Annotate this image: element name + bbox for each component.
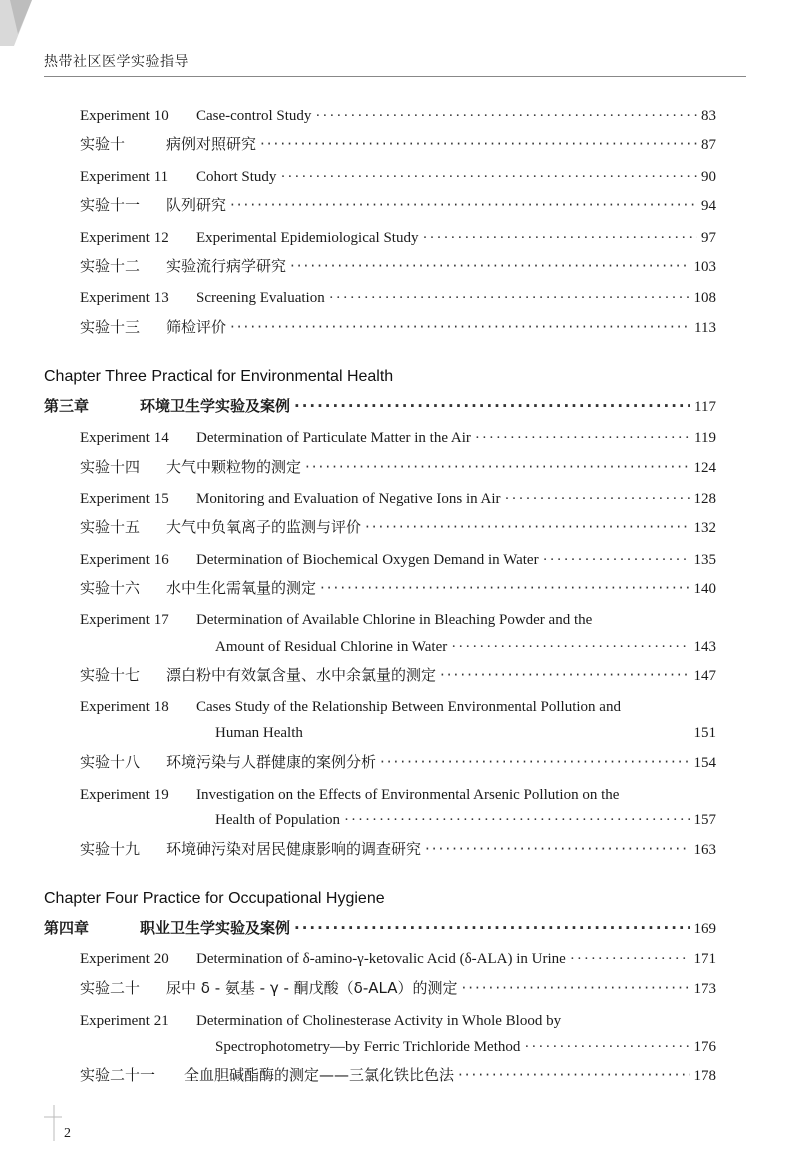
entry-page: 132 [693,520,716,536]
corner-decoration [0,0,40,46]
dot-leader [475,430,690,447]
entry-page: 169 [693,921,716,937]
page-number: 2 [64,1126,71,1141]
toc-entry-experiment-17[interactable] [80,612,716,629]
dot-leader [505,491,690,508]
entry-title: 环境砷污染对居民健康影响的调查研究 [166,840,422,858]
toc-entry-shiyan-21[interactable] [80,1064,716,1085]
entry-number: Experiment 16 [80,552,169,568]
dot-leader [230,196,697,214]
entry-page: 171 [693,951,716,967]
entry-title: Determination of Particulate Matter in the Air [196,430,471,446]
entry-number: 实验十五 [80,518,141,536]
toc-entry-shiyan-13[interactable] [80,316,716,337]
entry-title: Determination of δ-amino-γ-ketovalic Acid (δ-ALA) in Urine [196,951,566,967]
dot-leader [380,753,689,771]
entry-title: 队列研究 [166,196,227,214]
dot-leader [543,552,690,569]
entry-number: Experiment 10 [80,108,169,124]
toc-entry-experiment-17-continued[interactable] [215,639,716,656]
entry-title: 全血胆碱酯酶的测定——三氯化铁比色法 [184,1066,455,1084]
entry-title: Case-control Study [196,108,312,124]
entry-number: 实验十六 [80,579,141,597]
entry-page: 117 [694,399,716,415]
toc-entry-shiyan-20[interactable] [80,977,716,998]
entry-number: Experiment 11 [80,169,169,185]
entry-number: Experiment 18 [80,699,169,715]
toc-entry-shiyan-19[interactable] [80,838,716,859]
entry-number: 实验二十 [80,979,141,997]
entry-number: 实验十一 [80,196,141,214]
dot-leader [458,1066,689,1084]
entry-number: Experiment 14 [80,430,169,446]
entry-page: 154 [693,755,716,771]
entry-title: 职业卫生学实验及案例 [140,919,291,937]
toc-entry-experiment-18[interactable] [80,699,716,716]
entry-page: 103 [693,259,716,275]
entry-title: 筛检评价 [166,318,227,336]
dot-leader [280,169,697,186]
header-rule [44,76,746,77]
entry-title: 尿中 δ - 氨基 - γ - 酮戊酸（δ-ALA）的测定 [166,979,458,997]
toc-entry-experiment-14[interactable] [80,430,716,447]
entry-title: Determination of Available Chlorine in Bleaching Powder and the [196,612,593,628]
entry-page: 97 [701,230,716,246]
entry-number: 实验十 [80,135,126,153]
entry-page: 143 [693,639,716,655]
toc-entry-shiyan-18[interactable] [80,751,716,772]
entry-title: Investigation on the Effects of Environmental Arsenic Pollution on the [196,787,620,803]
entry-title-continued: Human Health [215,725,303,741]
entry-title: Cohort Study [196,169,277,185]
entry-number: 第三章 [44,397,90,415]
entry-title: Monitoring and Evaluation of Negative Ions in Air [196,491,501,507]
chapter-three-heading[interactable]: Chapter Three Practical for Environmental Health [44,368,394,385]
dot-leader [365,518,689,536]
dot-leader [260,135,697,153]
entry-title: Determination of Cholinesterase Activity in Whole Blood by [196,1013,562,1029]
dot-leader [230,318,690,336]
running-header: 热带社区医学实验指导 [44,54,189,70]
dot-leader [320,579,689,597]
entry-title: 水中生化需氧量的测定 [166,579,317,597]
entry-title: 漂白粉中有效氯含量、水中余氯量的测定 [166,666,437,684]
entry-title-continued: Spectrophotometry—by Ferric Trichloride Method [215,1039,521,1055]
toc-entry-experiment-21[interactable] [80,1013,716,1030]
toc-entry-shiyan-12[interactable] [80,255,716,276]
entry-title: 大气中负氧离子的监测与评价 [166,518,362,536]
entry-number: 实验十八 [80,753,141,771]
entry-title: 病例对照研究 [166,135,257,153]
entry-title: Experimental Epidemiological Study [196,230,419,246]
entry-page: 140 [693,581,716,597]
entry-number: 实验十三 [80,318,141,336]
chapter-four-heading[interactable]: Chapter Four Practice for Occupational Hygiene [44,890,385,907]
entry-title: Determination of Biochemical Oxygen Demand in Water [196,552,539,568]
dot-leader [524,1039,689,1056]
toc-entry-experiment-19[interactable] [80,787,716,804]
entry-number: 实验十九 [80,840,141,858]
entry-page: 94 [701,198,716,214]
entry-title-continued: Amount of Residual Chlorine in Water [215,639,448,655]
dot-leader [294,919,689,937]
entry-number: Experiment 21 [80,1013,169,1029]
dot-leader [290,257,689,275]
toc-entry-shiyan-14[interactable] [80,456,716,477]
toc-entry-chapter-3[interactable] [44,395,716,416]
toc-entry-experiment-18-continued[interactable] [215,725,716,742]
toc-entry-experiment-10[interactable] [80,108,716,125]
toc-entry-experiment-20[interactable] [80,951,716,968]
footer-ornament [44,1105,62,1141]
toc-entry-chapter-4[interactable] [44,917,716,938]
entry-title: 环境卫生学实验及案例 [140,397,291,415]
entry-title: 实验流行病学研究 [166,257,287,275]
toc-entry-experiment-19-continued[interactable] [215,812,716,829]
entry-page: 135 [693,552,716,568]
entry-title: Screening Evaluation [196,290,325,306]
entry-number: Experiment 15 [80,491,169,507]
dot-leader [425,840,689,858]
entry-number: Experiment 12 [80,230,169,246]
dot-leader [305,458,689,476]
entry-number: 实验十二 [80,257,141,275]
dot-leader [315,108,697,125]
entry-page: 113 [694,320,716,336]
toc-entry-experiment-13[interactable] [80,290,716,307]
entry-page: 128 [693,491,716,507]
dot-leader [440,666,689,684]
entry-page: 90 [701,169,716,185]
toc-entry-experiment-21-continued[interactable] [215,1039,716,1056]
entry-number: 实验十七 [80,666,141,684]
dot-leader [329,290,690,307]
entry-page: 157 [693,812,716,828]
dot-leader [570,951,690,968]
entry-page: 124 [693,460,716,476]
dot-leader [422,230,697,247]
toc-entry-shiyan-11[interactable] [80,194,716,215]
entry-page: 163 [693,842,716,858]
entry-number: Experiment 13 [80,290,169,306]
entry-page: 173 [693,981,716,997]
entry-number: Experiment 17 [80,612,169,628]
entry-title: Cases Study of the Relationship Between Environmental Pollution and [196,699,621,715]
entry-page: 176 [693,1039,716,1055]
entry-page: 147 [693,668,716,684]
entry-title: 大气中颗粒物的测定 [166,458,302,476]
entry-page: 119 [694,430,716,446]
dot-leader [344,812,690,829]
entry-title-continued: Health of Population [215,812,340,828]
entry-number: 实验十四 [80,458,141,476]
entry-page: 108 [693,290,716,306]
dot-leader [294,397,690,415]
entry-page: 151 [693,725,716,741]
entry-page: 87 [701,137,716,153]
toc-entry-experiment-15[interactable] [80,491,716,508]
toc-entry-shiyan-16[interactable] [80,577,716,598]
toc-entry-shiyan-10[interactable] [80,133,716,154]
entry-number: Experiment 20 [80,951,169,967]
entry-page: 178 [693,1068,716,1084]
toc-entry-shiyan-15[interactable] [80,516,716,537]
dot-leader [451,639,689,656]
entry-page: 83 [701,108,716,124]
dot-leader [461,979,689,997]
toc-entry-experiment-12[interactable] [80,230,716,247]
entry-number: 实验二十一 [80,1066,156,1084]
entry-number: 第四章 [44,919,90,937]
entry-title: 环境污染与人群健康的案例分析 [166,753,377,771]
toc-entry-experiment-11[interactable] [80,169,716,186]
toc-entry-shiyan-17[interactable] [80,664,716,685]
toc-entry-experiment-16[interactable] [80,552,716,569]
entry-number: Experiment 19 [80,787,169,803]
